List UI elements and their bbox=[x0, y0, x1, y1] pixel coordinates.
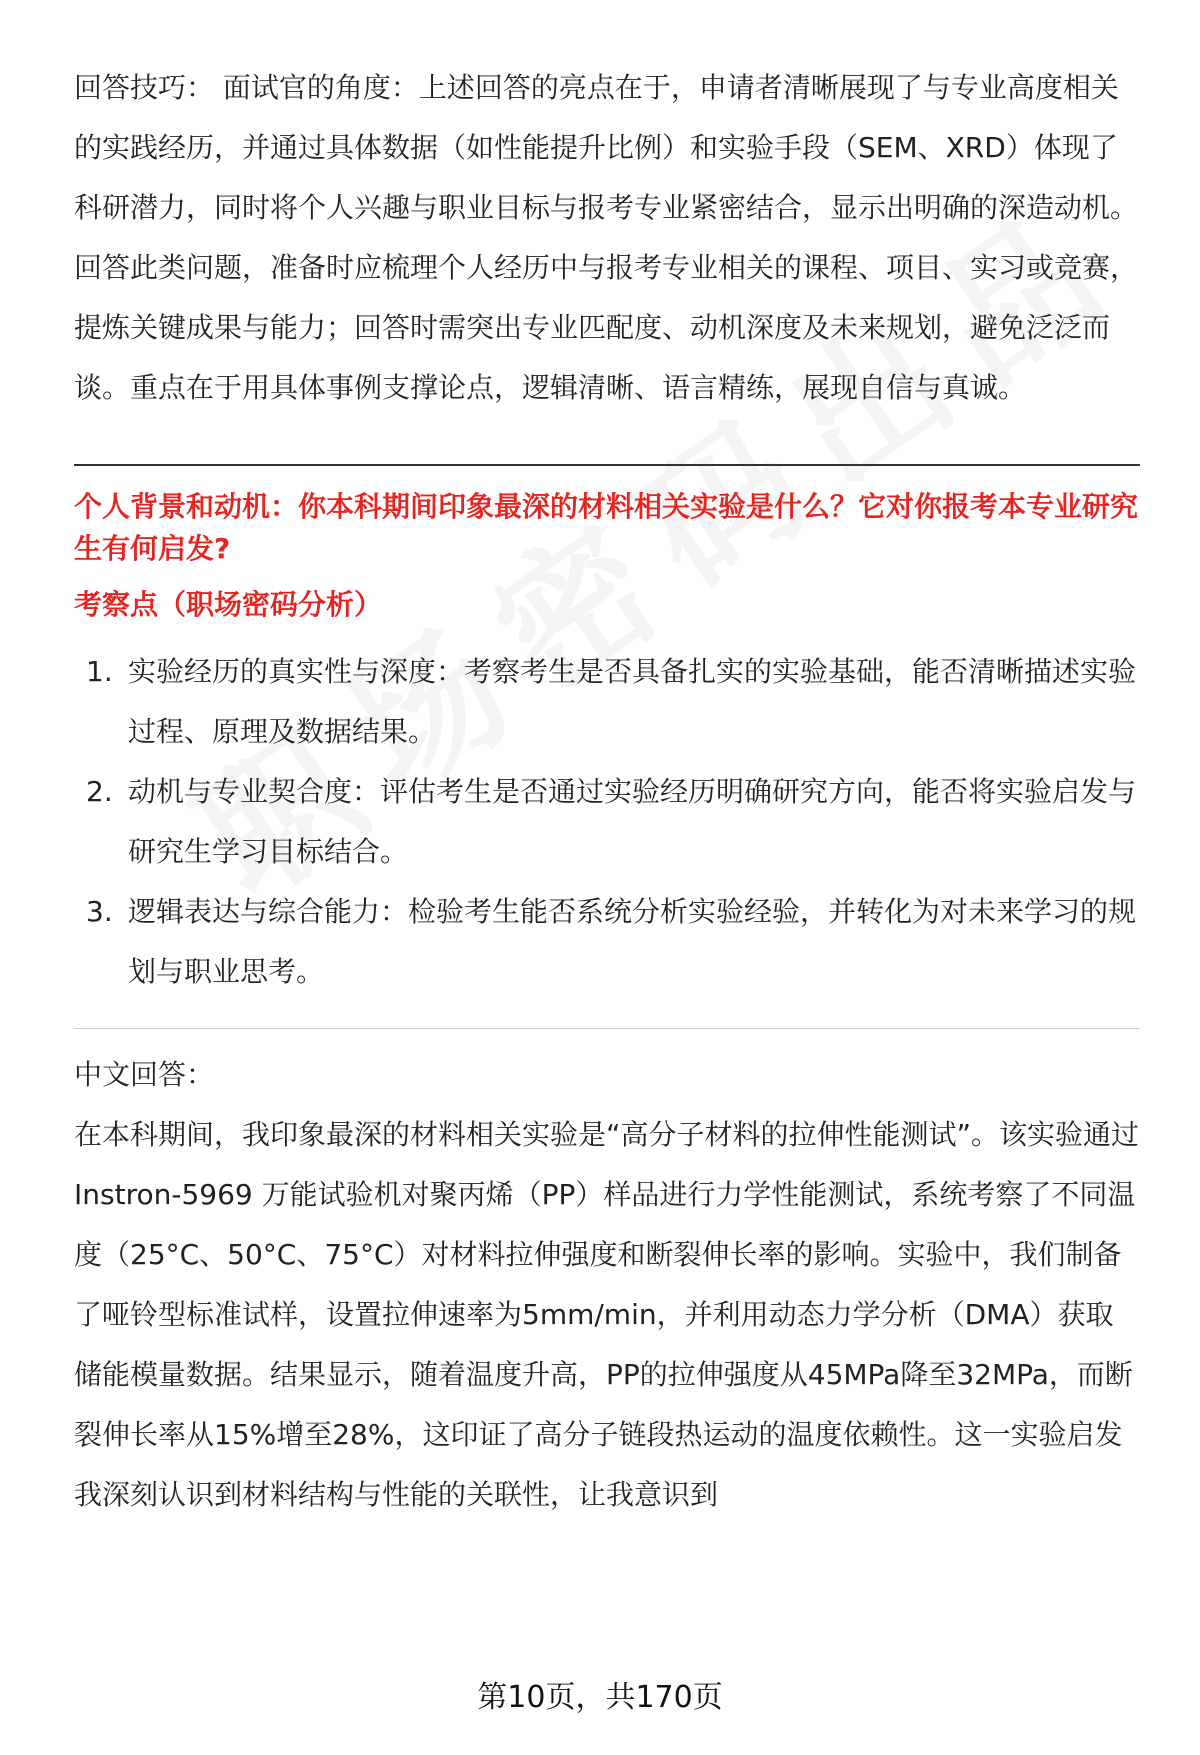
list-item-text: 动机与专业契合度：评估考生是否通过实验经历明确研究方向，能否将实验启发与研究生学习目标结合。 bbox=[128, 775, 1137, 868]
question-heading: 个人背景和动机：你本科期间印象最深的材料相关实验是什么？它对你报考本专业研究生有何启发? bbox=[74, 490, 1139, 565]
points-list bbox=[74, 642, 1140, 1002]
list-item-text: 实验经历的真实性与深度：考察考生是否具备扎实的实验基础，能否清晰描述实验过程、原理及数据结果。 bbox=[128, 655, 1137, 748]
page-number-footer: 第10页，共170页 bbox=[477, 1680, 723, 1715]
list-item-number: 1. bbox=[86, 655, 113, 688]
section-divider bbox=[74, 464, 1140, 466]
list-item-number: 3. bbox=[86, 895, 113, 928]
list-item bbox=[74, 642, 1140, 762]
page-content bbox=[74, 58, 1140, 1525]
list-item bbox=[74, 762, 1140, 882]
list-item bbox=[74, 882, 1140, 1002]
answer-paragraph: 在本科期间，我印象最深的材料相关实验是“高分子材料的拉伸性能测试”。该实验通过 Instron-5969 万能试验机对聚丙烯（PP）样品进行力学性能测试，系统考察了不同温度（25°C、50°C、75°C）对材料拉伸强度和断裂伸长率的影响。实验中，我们制备了哑铃型标准试样，设置拉伸速率为5mm/min，并利用动态力学分析（DMA）获取储能模量数据。结果显示，随着温度升高，PP的拉伸强度从45MPa降至32MPa，而断裂伸长率从15%增至28%，这印证了高分子链段热运动的温度依赖性。这一实验启发我深刻认识到材料结构与性能的关联性，让我意识到 bbox=[74, 1118, 1140, 1511]
list-item-number: 2. bbox=[86, 775, 113, 808]
list-item-text: 逻辑表达与综合能力：检验考生能否系统分析实验经验，并转化为对未来学习的规划与职业思考。 bbox=[128, 895, 1137, 988]
answer-label: 中文回答： bbox=[74, 1058, 215, 1091]
points-title: 考察点（职场密码分析） bbox=[74, 588, 383, 621]
answer-divider bbox=[74, 1028, 1140, 1029]
intro-paragraph: 回答技巧： 面试官的角度：上述回答的亮点在于，申请者清晰展现了与专业高度相关的实践经历，并通过具体数据（如性能提升比例）和实验手段（SEM、XRD）体现了科研潜力，同时将个人兴趣与职业目标与报考专业紧密结合，显示出明确的深造动机。回答此类问题，准备时应梳理个人经历中与报考专业相关的课程、项目、实习或竞赛，提炼关键成果与能力；回答时需突出专业匹配度、动机深度及未来规划，避免泛泛而谈。重点在于用具体事例支撑论点，逻辑清晰、语言精练，展现自信与真诚。 bbox=[74, 71, 1139, 404]
